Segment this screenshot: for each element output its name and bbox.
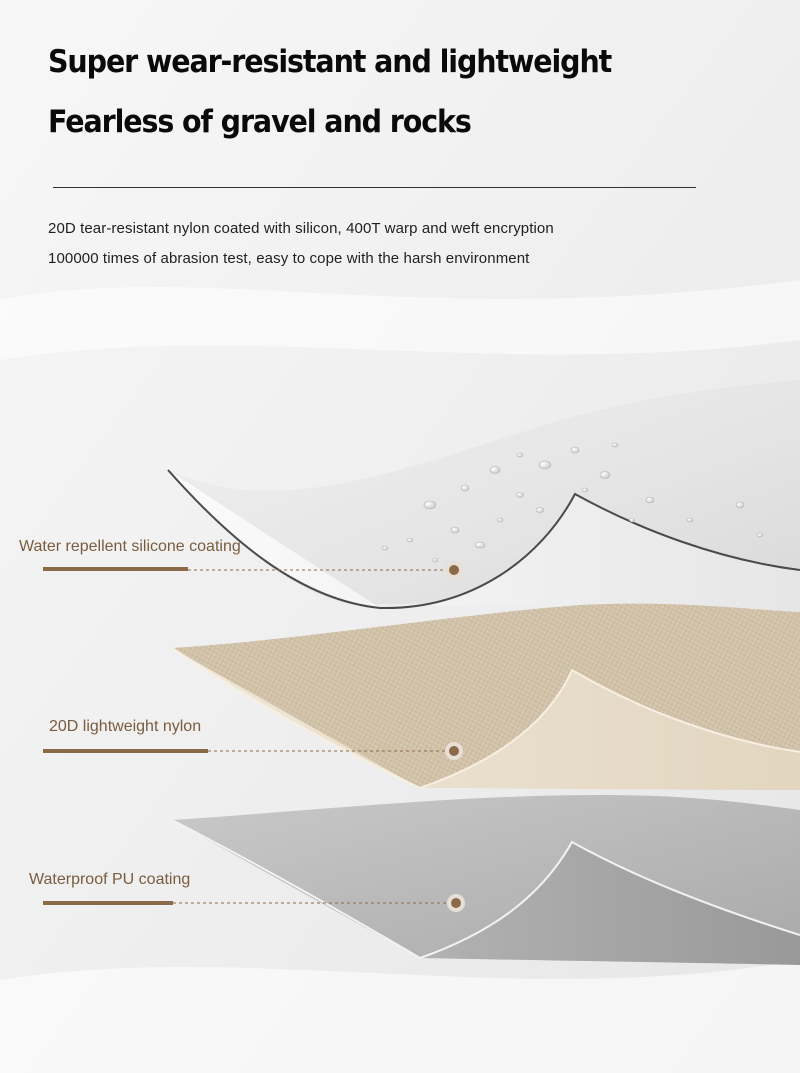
description-line-2: 100000 times of abrasion test, easy to cope with the harsh environment bbox=[48, 250, 530, 267]
layer-label-silicone: Water repellent silicone coating bbox=[19, 538, 241, 555]
headline-line-2: Fearless of gravel and rocks bbox=[48, 104, 471, 140]
layer-label-pu: Waterproof PU coating bbox=[29, 871, 191, 888]
description-line-1: 20D tear-resistant nylon coated with silicon, 400T warp and weft encryption bbox=[48, 220, 554, 237]
layer-label-nylon: 20D lightweight nylon bbox=[49, 718, 202, 735]
divider bbox=[53, 187, 696, 188]
headline-line-1: Super wear-resistant and lightweight bbox=[48, 44, 612, 80]
